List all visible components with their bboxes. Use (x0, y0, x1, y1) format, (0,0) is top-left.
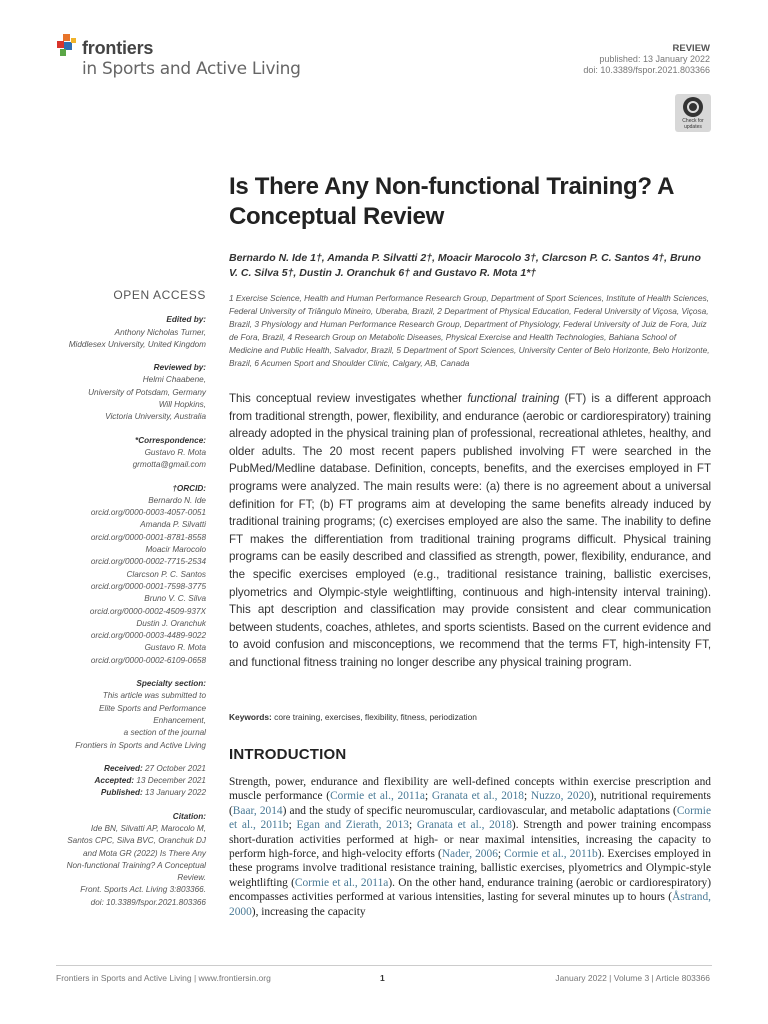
journal-name: in Sports and Active Living (82, 59, 301, 79)
editor-line: Middlesex University, United Kingdom (68, 339, 206, 349)
citation-doi[interactable]: doi: 10.3389/fspor.2021.803366 (90, 897, 206, 907)
article-meta (583, 43, 710, 76)
citation-link[interactable]: Cormie et al., 2011a (294, 876, 389, 889)
citation-line: Santos CPC, Silva BVC, Oranchuk DJ (67, 836, 206, 846)
citation-link[interactable]: Cormie et al., 2011a (330, 790, 425, 803)
section-heading-introduction: INTRODUCTION (229, 746, 347, 763)
received-line (56, 763, 206, 775)
check-updates-label: Check for updates (682, 118, 704, 130)
orcid-link[interactable]: orcid.org/0000-0001-7598-3775 (90, 581, 206, 591)
correspondence-email[interactable]: grmotta@gmail.com (132, 460, 206, 470)
orcid-link[interactable]: orcid.org/0000-0002-4509-937X (89, 606, 206, 616)
published-label: Published: (100, 788, 143, 798)
article-doi[interactable]: doi: 10.3389/fspor.2021.803366 (583, 65, 710, 75)
citation-link[interactable]: Egan and Zierath, 2013 (296, 819, 409, 832)
correspondence-section (56, 435, 206, 472)
body-text-segment: ). Exercises employed in these programs involve traditional resistance training, ballistic exercises, plyometrics and Olympic-style weightlifting ( (229, 848, 712, 889)
published-date-sidebar: 13 January 2022 (142, 788, 206, 798)
footer-issue-info: January 2022 | Volume 3 | Article 803366 (555, 973, 710, 983)
citation-line: Review. (177, 873, 206, 883)
reviewer-line: Victoria University, Australia (105, 412, 206, 422)
orcid-label: †ORCID: (172, 483, 206, 493)
brand-name: frontiers (82, 38, 154, 58)
abstract (229, 390, 711, 672)
orcid-section (56, 483, 206, 667)
introduction-paragraph (229, 775, 711, 919)
accepted-label: Accepted: (94, 776, 135, 786)
dates-section (56, 763, 206, 800)
received-label: Received: (104, 763, 143, 773)
reviewed-by-section (56, 362, 206, 423)
body-text-segment: ), increasing the capacity (251, 905, 366, 918)
body-text-segment: ; (523, 790, 531, 803)
orcid-link[interactable]: orcid.org/0000-0002-6109-0658 (90, 655, 206, 665)
citation-line: Ide BN, Silvatti AP, Marocolo M, (90, 823, 206, 833)
footer-journal[interactable]: Frontiers in Sports and Active Living | www.frontiersin.org (56, 973, 271, 983)
citation-link[interactable]: Nader, 2006 (441, 848, 498, 861)
orcid-author: Moacir Marocolo (145, 545, 206, 555)
reviewer-line: Helmi Chaabene, (142, 375, 206, 385)
author-list: Bernardo N. Ide 1†, Amanda P. Silvatti 2†, Moacir Marocolo 3†, Clarcson P. C. Santos 4†, Bruno V. C. Silva 5†, Dustin J. Oranchuk 6† and Gustavo R. Mota 1*† (229, 252, 701, 279)
orcid-link[interactable]: orcid.org/0000-0002-7715-2534 (90, 557, 206, 567)
body-text-segment: ; (497, 848, 505, 861)
correspondence-label: *Correspondence: (135, 435, 206, 445)
reviewer-line: University of Potsdam, Germany (88, 387, 206, 397)
article-title: Is There Any Non-functional Training? A Conceptual Review (229, 173, 674, 230)
article-info-sidebar (56, 289, 206, 920)
abstract-text-start: This conceptual review investigates whether (229, 392, 468, 405)
received-date: 27 October 2021 (142, 763, 206, 773)
citation-link[interactable]: Åstrand, 2000 (229, 891, 711, 918)
open-access-label: OPEN ACCESS (113, 288, 206, 302)
edited-by-section (56, 314, 206, 351)
accepted-line (56, 775, 206, 787)
abstract-term: functional training (467, 392, 560, 405)
orcid-link[interactable]: orcid.org/0000-0003-4057-0051 (90, 508, 206, 518)
reviewer-line: Will Hopkins, (158, 400, 206, 410)
keywords-text: core training, exercises, flexibility, fitness, periodization (271, 712, 477, 722)
keywords-label: Keywords: (229, 712, 272, 722)
specialty-line: Elite Sports and Performance (99, 703, 206, 713)
orcid-author: Bernardo N. Ide (148, 495, 206, 505)
body-text-segment: ) and the study of specific neuromuscular, cardiovascular, and metabolic adaptations ( (282, 804, 677, 817)
orcid-author: Dustin J. Oranchuk (136, 618, 206, 628)
specialty-line: Frontiers in Sports and Active Living (75, 740, 206, 750)
check-for-updates-badge[interactable] (675, 94, 711, 132)
citation-label: Citation: (172, 811, 206, 821)
orcid-author: Clarcson P. C. Santos (126, 569, 206, 579)
check-updates-icon (683, 97, 703, 117)
introduction-body (229, 775, 711, 919)
keywords (229, 712, 711, 722)
specialty-label: Specialty section: (136, 679, 206, 689)
citation-section (56, 811, 206, 909)
citation-link[interactable]: Nuzzo, 2020 (530, 790, 590, 803)
orcid-link[interactable]: orcid.org/0000-0003-4489-9022 (90, 631, 206, 641)
correspondence-name: Gustavo R. Mota (144, 447, 206, 457)
orcid-author: Bruno V. C. Silva (144, 594, 206, 604)
body-text-segment: ; (424, 790, 432, 803)
footer-divider (56, 965, 712, 966)
frontiers-logo-icon (56, 34, 78, 58)
body-text-segment: Strength, power, endurance and flexibility are well-defined concepts within exercise prescription and muscle performance ( (229, 776, 711, 803)
orcid-author: Gustavo R. Mota (144, 643, 206, 653)
edited-by-label: Edited by: (166, 315, 206, 325)
citation-line: Non-functional Training? A Conceptual (66, 860, 206, 870)
citation-line: and Mota GR (2022) Is There Any (82, 848, 206, 858)
citation-link[interactable]: Cormie et al., 2011b (504, 848, 598, 861)
editor-line: Anthony Nicholas Turner, (114, 327, 206, 337)
orcid-author: Amanda P. Silvatti (140, 520, 206, 530)
specialty-line: a section of the journal (123, 728, 206, 738)
specialty-section (56, 678, 206, 752)
orcid-link[interactable]: orcid.org/0000-0001-8781-8558 (90, 532, 206, 542)
body-text-segment: ), nutritional requirements ( (229, 790, 711, 817)
body-text-segment: ; (288, 819, 297, 832)
affiliations: 1 Exercise Science, Health and Human Performance Research Group, Department of Sport Sciences, Institute of Health Sciences, Federal University of Triângulo Mineiro, Uberaba, Brazil, 2 Department of Physical Education, Federal University of Viçosa, Viçosa, Brazil, 3 Physiology and Human Performance Research Group, Department of Physiology, Federal University of Juiz de Fora, Juiz de Fora, Brazil, 4 Research Group on Metabolic Diseases, Physical Exercise and Health Technologies, Bahiana School of Medicine and Public Health, Salvador, Brazil, 5 Department of Sport Sciences, University Center of Belo Horizonte, Belo Horizonte, Brazil, 6 Acumen Sport and Shoulder Clinic, Calgary, AB, Canada (229, 293, 710, 368)
citation-link[interactable]: Cormie et al., 2011b (229, 804, 711, 832)
body-text-segment: ). Strength and power training encompass short-duration activities performed at high- or near maximal intensities, increasing the capacity to perform high-force, and high-velocity efforts ( (229, 819, 711, 861)
citation-line: Front. Sports Act. Living 3:803366. (80, 885, 206, 895)
accepted-date: 13 December 2021 (134, 776, 206, 786)
page-number: 1 (380, 973, 385, 983)
body-text-segment: ; (408, 819, 417, 832)
reviewed-by-label: Reviewed by: (153, 363, 206, 373)
specialty-line: This article was submitted to (102, 691, 206, 701)
published-date: published: 13 January 2022 (599, 54, 710, 64)
specialty-line: Enhancement, (153, 715, 206, 725)
abstract-text-rest: (FT) is a different approach from traditional strength, power, flexibility, and endurance (aerobic or cardiorespiratory) training already adopted in the physical training plan of professional, recreational athletes, healthy, and older adults. The 20 most recent papers published involving FT were searched in the PubMed/Medline database. Definition, concepts, benefits, and the exercises employed in FT programs were analyzed. The main results were: (a) there is no agreement about a universal definition for FT; (b) FT programs aim at developing the same benefits already induced by traditional training programs; (c) exercises employed are also the same. The inability to define FT makes the differentiation from traditional training programs difficult. Physical training programs can be easily described and classified as strength, power, flexibility, endurance, and the specific exercises employed (e.g., traditional resistance training, ballistic exercises, plyometrics and Olympic-style weightlifting, continuous and high-intensity interval training). This apt description and classification may provide consistent and clear communication between students, coaches, athletes, and sports scientists. Based on the current evidence and to avoid confusion and misconceptions, we recommend that the terms FT, high-intensity FT, and functional fitness training no longer describe any physical training program. (229, 392, 712, 669)
citation-link[interactable]: Baar, 2014 (232, 804, 283, 817)
citation-link[interactable]: Granata et al., 2018 (416, 819, 512, 832)
article-type: REVIEW (672, 43, 710, 54)
citation-link[interactable]: Granata et al., 2018 (431, 790, 524, 803)
published-line (56, 787, 206, 799)
body-text-segment: ). On the other hand, endurance training (aerobic or cardiorespiratory) encompasses activities performed at various intensities, lasting for several minutes up to hours ( (229, 876, 711, 904)
